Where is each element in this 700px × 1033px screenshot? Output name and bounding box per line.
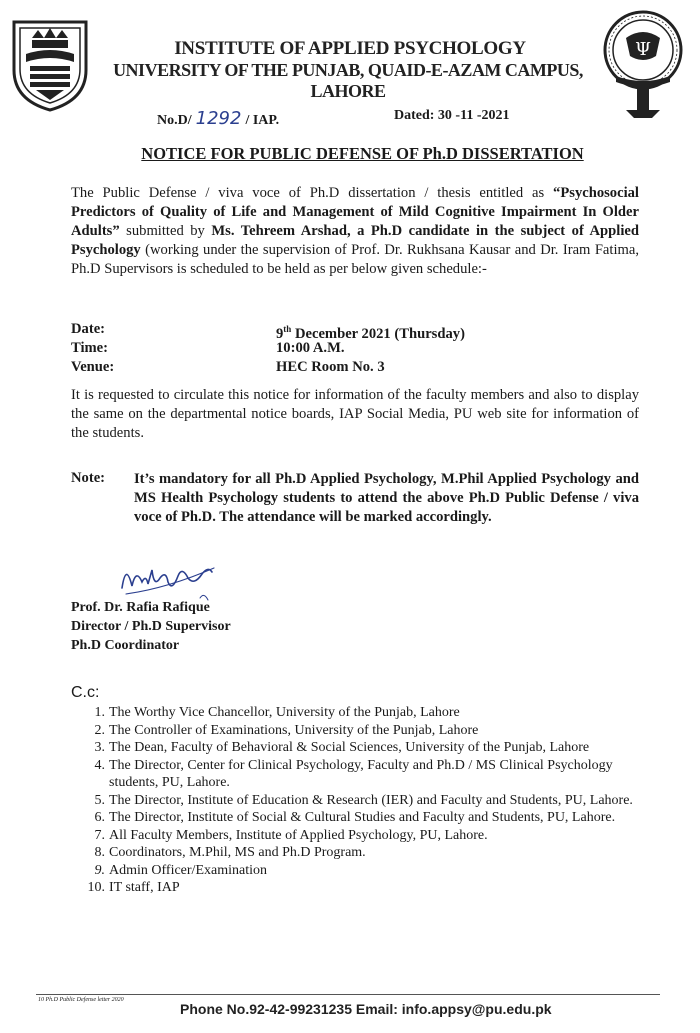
cc-item-number: 3. <box>94 740 105 755</box>
cc-item-number: 1. <box>94 705 105 720</box>
footer-divider <box>36 994 660 995</box>
issue-date: Dated: 30 -11 -2021 <box>394 108 510 123</box>
cc-list-item <box>83 862 648 880</box>
intro-paragraph <box>71 184 639 279</box>
time-label: Time: <box>71 340 109 356</box>
intro-text-1: The Public Defense / viva voce of Ph.D dissertation / thesis entitled as <box>71 185 554 201</box>
date-suffix: th <box>283 324 292 334</box>
cc-item-text: The Director, Institute of Social & Cultural Studies and Faculty and Students, PU, Lahore. <box>109 810 616 825</box>
signatory-name: Prof. Dr. Rafia Rafique <box>71 600 210 615</box>
institute-name: INSTITUTE OF APPLIED PSYCHOLOGY <box>174 38 526 59</box>
cc-item-text: The Controller of Examinations, University of the Punjab, Lahore <box>109 722 479 738</box>
cc-item-text: The Director, Institute of Education & Research (IER) and Faculty and Students, PU, Lahore. <box>109 792 633 808</box>
cc-list-item <box>83 739 648 757</box>
cc-list-item <box>83 879 648 897</box>
request-paragraph: It is requested to circulate this notice for information of the faculty members and also to display the same on the departmental notice boards, IAP Social Media, PU web site for information of the students. <box>71 387 639 441</box>
signatory-role: Ph.D Coordinator <box>71 638 180 653</box>
reference-number <box>157 108 279 129</box>
note-text: It’s mandatory for all Ph.D Applied Psychology, M.Phil Applied Psychology and MS Health Psychology students to attend the above Ph.D Public Defense / viva voce of Ph.D. The attendance will be marked accordingly. <box>134 471 639 525</box>
intro-text-2: submitted by <box>119 223 212 239</box>
cc-item-text: All Faculty Members, Institute of Applied Psychology, PU, Lahore. <box>109 827 488 843</box>
cc-list-item <box>83 827 648 845</box>
cc-item-text: The Worthy Vice Chancellor, University of the Punjab, Lahore <box>109 705 460 720</box>
time-value: 10:00 A.M. <box>276 340 345 356</box>
cc-item-number: 8. <box>94 845 105 860</box>
cc-item-text: Admin Officer/Examination <box>109 862 267 878</box>
candidate-name: Ms. Tehreem Arshad, a Ph.D candidate in the subject of Applied Psychology <box>71 223 639 258</box>
university-name: UNIVERSITY OF THE PUNJAB, QUAID-E-AZAM CAMPUS, LAHORE <box>113 60 583 101</box>
cc-item-number: 10. <box>87 880 105 895</box>
footer-contact: Phone No.92-42-99231235 Email: info.appsy@pu.edu.pk <box>180 1001 552 1017</box>
cc-list-item <box>83 722 648 740</box>
cc-list-item <box>83 844 648 862</box>
institute-seal-logo <box>596 8 690 120</box>
cc-item-text: IT staff, IAP <box>109 880 180 895</box>
notice-title: NOTICE FOR PUBLIC DEFENSE OF Ph.D DISSERTATION <box>141 144 584 163</box>
reference-prefix: No.D/ <box>157 113 192 128</box>
cc-item-number: 4. <box>94 757 105 773</box>
date-rest: December 2021 (Thursday) <box>291 325 465 342</box>
date-label: Date: <box>71 321 106 337</box>
date-day: 9 <box>276 325 284 342</box>
reference-suffix: / IAP. <box>245 113 280 128</box>
cc-item-text: The Director, Center for Clinical Psychology, Faculty and Ph.D / MS Clinical Psychology students, PU, Lahore. <box>109 757 613 790</box>
handwritten-reference-number: 1292 <box>195 108 242 129</box>
intro-text-3: (working under the supervision of Prof. Dr. Rukhsana Kausar and Dr. Iram Fatima, Ph.D Supervisors is scheduled to be held as per below given schedule:- <box>71 242 639 277</box>
svg-text:Ψ: Ψ <box>635 39 651 60</box>
cc-label: C.c: <box>71 684 100 701</box>
cc-list-item <box>83 704 648 722</box>
cc-item-number: 7. <box>94 827 105 843</box>
cc-item-text: The Dean, Faculty of Behavioral & Social Sciences, University of the Punjab, Lahore <box>109 740 590 755</box>
signatory-designation: Director / Ph.D Supervisor <box>71 619 231 634</box>
signatory-block <box>71 598 231 655</box>
thesis-title: “Psychosocial Predictors of Quality of Life and Management of Mild Cognitive Impairment In Older Adults” <box>71 185 639 239</box>
university-crest-logo <box>8 12 92 112</box>
cc-item-number: 6. <box>94 810 105 825</box>
cc-list-item <box>83 757 648 792</box>
cc-item-number: 2. <box>94 722 105 738</box>
cc-list-item <box>83 792 648 810</box>
cc-item-number: 5. <box>94 792 105 808</box>
cc-list <box>83 704 648 897</box>
cc-list-item <box>83 809 648 827</box>
footer-file-tag: 10 Ph.D Public Defense letter 2020 <box>38 997 124 1003</box>
note-label: Note: <box>71 470 106 486</box>
venue-label: Venue: <box>71 359 115 375</box>
cc-item-text: Coordinators, M.Phil, MS and Ph.D Program. <box>109 845 366 860</box>
cc-item-number: 9. <box>94 862 105 878</box>
venue-value: HEC Room No. 3 <box>276 359 385 375</box>
